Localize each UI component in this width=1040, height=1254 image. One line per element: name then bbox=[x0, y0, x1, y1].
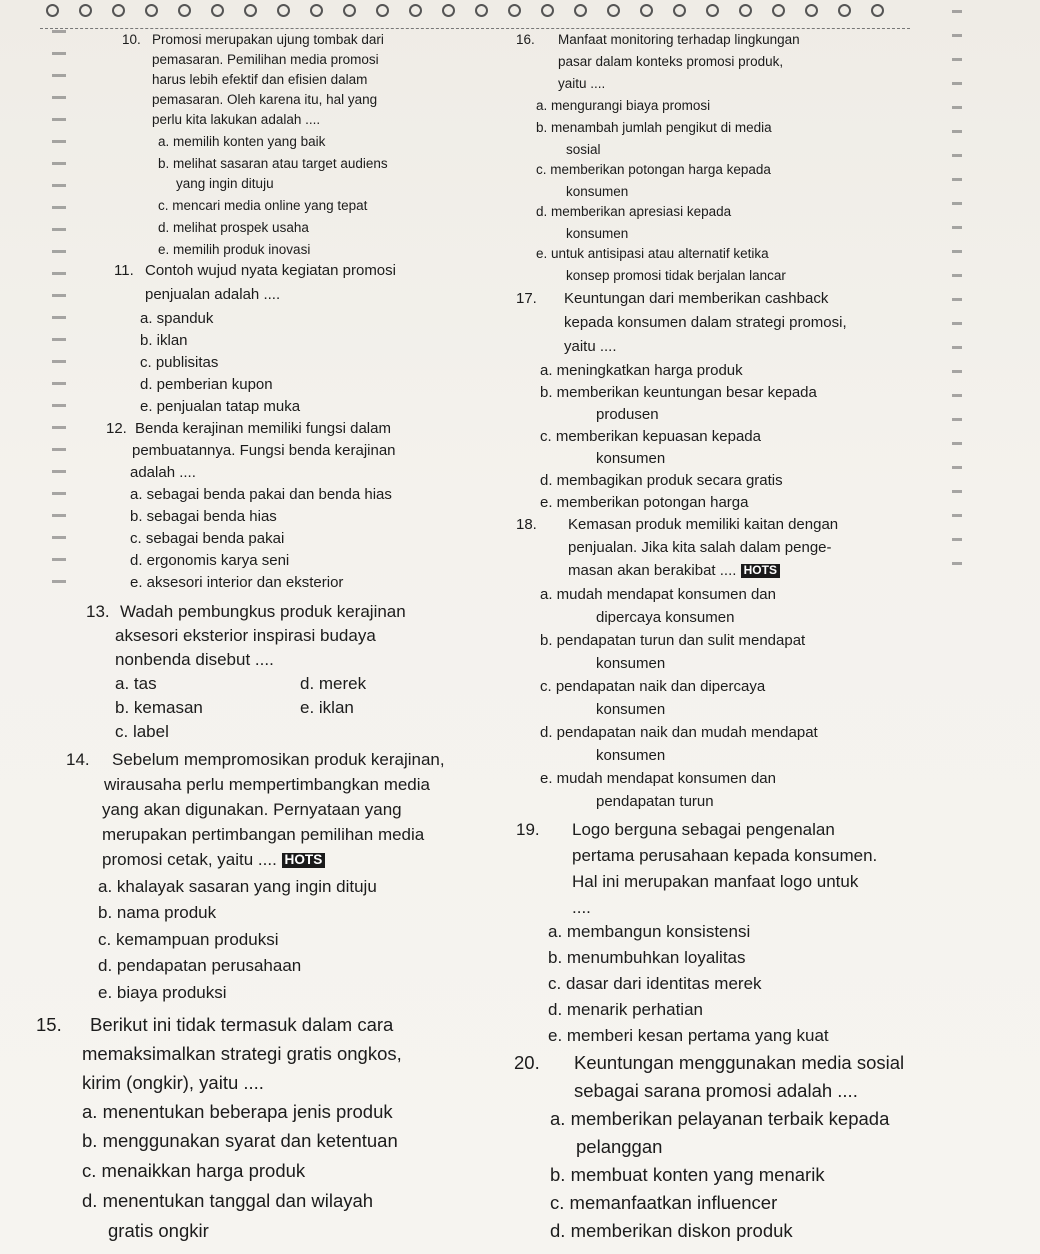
question-stem-line: Keuntungan dari memberikan cashback bbox=[564, 290, 829, 307]
question-stem-line: Sebelum mempromosikan produk kerajinan, bbox=[112, 750, 445, 769]
answer-option[interactable]: a. menentukan beberapa jenis produk bbox=[82, 1101, 393, 1122]
question-stem-line: nonbenda disebut .... bbox=[115, 650, 274, 669]
question-stem-text: masan akan berakibat .... bbox=[568, 562, 737, 579]
answer-option[interactable]: e. mudah mendapat konsumen dan bbox=[540, 770, 776, 787]
answer-option[interactable]: b. membuat konten yang menarik bbox=[550, 1164, 825, 1185]
answer-option[interactable]: b. menumbuhkan loyalitas bbox=[548, 948, 746, 967]
answer-option[interactable]: a. memberikan pelayanan terbaik kepada bbox=[550, 1108, 890, 1129]
question-stem-line: adalah .... bbox=[130, 464, 196, 481]
question-stem-line: Wadah pembungkus produk kerajinan bbox=[120, 602, 406, 621]
answer-option[interactable]: d. membagikan produk secara gratis bbox=[540, 472, 783, 489]
spiral-ring bbox=[475, 4, 488, 17]
question-number: 16. bbox=[516, 32, 535, 47]
spiral-binding bbox=[40, 0, 910, 29]
question-stem-line: yaitu .... bbox=[558, 76, 606, 91]
question-stem-line: pertama perusahaan kepada konsumen. bbox=[572, 846, 878, 865]
hots-badge: HOTS bbox=[282, 853, 326, 868]
answer-option[interactable]: a. meningkatkan harga produk bbox=[540, 362, 743, 379]
spiral-ring bbox=[508, 4, 521, 17]
question-stem-line: Keuntungan menggunakan media sosial bbox=[574, 1052, 905, 1073]
answer-option[interactable]: c. mencari media online yang tepat bbox=[158, 198, 368, 213]
question-stem-line: penjualan adalah .... bbox=[145, 286, 281, 303]
spiral-ring bbox=[541, 4, 554, 17]
question-number: 15. bbox=[36, 1014, 62, 1035]
question-stem-line: penjualan. Jika kita salah dalam penge- bbox=[568, 539, 832, 556]
spiral-ring bbox=[607, 4, 620, 17]
answer-option[interactable]: e. memberikan potongan harga bbox=[540, 494, 749, 511]
right-binding-holes bbox=[952, 10, 962, 580]
answer-option[interactable]: c. label bbox=[115, 722, 169, 741]
question-stem-line: Contoh wujud nyata kegiatan promosi bbox=[145, 262, 396, 279]
question-number: 18. bbox=[516, 516, 537, 533]
answer-option[interactable]: d. ergonomis karya seni bbox=[130, 552, 290, 569]
answer-option[interactable]: a. sebagai benda pakai dan benda hias bbox=[130, 486, 392, 503]
answer-option[interactable]: b. menggunakan syarat dan ketentuan bbox=[82, 1130, 398, 1151]
question-stem-line: Promosi merupakan ujung tombak dari bbox=[152, 32, 384, 47]
answer-option[interactable]: e. memilih produk inovasi bbox=[158, 242, 311, 257]
answer-option[interactable]: e. biaya produksi bbox=[98, 983, 227, 1002]
spiral-ring bbox=[574, 4, 587, 17]
answer-option[interactable]: e. aksesori interior dan eksterior bbox=[130, 574, 344, 591]
answer-option-continuation: pendapatan turun bbox=[596, 793, 714, 810]
question-stem-line bbox=[568, 562, 780, 579]
spiral-ring bbox=[277, 4, 290, 17]
answer-option[interactable]: d. melihat prospek usaha bbox=[158, 220, 309, 235]
question-stem-line: pemasaran. Pemilihan media promosi bbox=[152, 52, 379, 67]
spiral-ring bbox=[112, 4, 125, 17]
answer-option-continuation: konsumen bbox=[596, 450, 666, 467]
answer-option[interactable]: b. menambah jumlah pengikut di media bbox=[536, 120, 772, 135]
question-stem-line: memaksimalkan strategi gratis ongkos, bbox=[82, 1043, 402, 1064]
answer-option-continuation: gratis ongkir bbox=[108, 1220, 209, 1241]
question-stem-line: Manfaat monitoring terhadap lingkungan bbox=[558, 32, 800, 47]
question-stem-line: pemasaran. Oleh karena itu, hal yang bbox=[152, 92, 378, 107]
spiral-ring bbox=[805, 4, 818, 17]
question-stem-line: .... bbox=[572, 898, 591, 917]
answer-option[interactable]: d. pendapatan perusahaan bbox=[98, 956, 302, 975]
spiral-ring bbox=[46, 4, 59, 17]
answer-option[interactable]: a. mudah mendapat konsumen dan bbox=[540, 586, 776, 603]
answer-option[interactable]: a. spanduk bbox=[140, 310, 214, 327]
question-stem-line: aksesori eksterior inspirasi budaya bbox=[115, 626, 376, 645]
answer-option[interactable]: c. menaikkan harga produk bbox=[82, 1160, 306, 1181]
question-stem-line: merupakan pertimbangan pemilihan media bbox=[102, 825, 425, 844]
spiral-ring bbox=[310, 4, 323, 17]
answer-option-continuation: konsumen bbox=[596, 655, 666, 672]
answer-option-continuation: pelanggan bbox=[576, 1136, 663, 1157]
answer-option[interactable]: e. penjualan tatap muka bbox=[140, 398, 301, 415]
answer-option[interactable]: c. sebagai benda pakai bbox=[130, 530, 285, 547]
answer-option[interactable]: c. memberikan kepuasan kepada bbox=[540, 428, 761, 445]
answer-option[interactable]: c. publisitas bbox=[140, 354, 219, 371]
question-number: 20. bbox=[514, 1052, 540, 1073]
answer-option[interactable]: c. dasar dari identitas merek bbox=[548, 974, 762, 993]
spiral-ring bbox=[442, 4, 455, 17]
question-stem-line: kirim (ongkir), yaitu .... bbox=[82, 1072, 264, 1093]
answer-option-continuation: konsep promosi tidak berjalan lancar bbox=[566, 268, 786, 283]
answer-option-continuation: produsen bbox=[596, 406, 659, 423]
question-number: 13. bbox=[86, 602, 110, 621]
question-stem-line: Logo berguna sebagai pengenalan bbox=[572, 820, 835, 839]
answer-option[interactable]: a. mengurangi biaya promosi bbox=[536, 98, 711, 113]
answer-option[interactable]: d. merek bbox=[300, 674, 367, 693]
spiral-ring bbox=[376, 4, 389, 17]
spiral-ring bbox=[673, 4, 686, 17]
answer-option[interactable]: d. menentukan tanggal dan wilayah bbox=[82, 1190, 374, 1211]
answer-option[interactable]: e. memberi kesan pertama yang kuat bbox=[548, 1026, 829, 1045]
answer-option[interactable]: d. pendapatan naik dan mudah mendapat bbox=[540, 724, 818, 741]
answer-option[interactable]: b. iklan bbox=[140, 332, 188, 349]
answer-option[interactable]: a. membangun konsistensi bbox=[548, 922, 751, 941]
answer-option[interactable]: b. sebagai benda hias bbox=[130, 508, 277, 525]
question-stem-line: perlu kita lakukan adalah .... bbox=[152, 112, 321, 127]
question-number: 12. bbox=[106, 420, 127, 437]
answer-option-continuation: yang ingin dituju bbox=[176, 176, 274, 191]
question-number: 17. bbox=[516, 290, 537, 307]
answer-option[interactable]: d. memberikan apresiasi kepada bbox=[536, 204, 732, 219]
answer-option[interactable]: b. melihat sasaran atau target audiens bbox=[158, 156, 388, 171]
answer-option[interactable]: c. kemampuan produksi bbox=[98, 930, 279, 949]
question-stem-line bbox=[102, 850, 325, 870]
question-number: 14. bbox=[66, 750, 90, 769]
hots-badge: HOTS bbox=[741, 564, 780, 577]
answer-option-continuation: konsumen bbox=[566, 184, 629, 199]
answer-option[interactable]: c. memberikan potongan harga kepada bbox=[536, 162, 771, 177]
answer-option[interactable]: a. tas bbox=[115, 674, 157, 693]
answer-option-continuation: konsumen bbox=[596, 747, 666, 764]
question-stem-line: wirausaha perlu mempertimbangkan media bbox=[104, 775, 430, 794]
answer-option[interactable]: e. iklan bbox=[300, 698, 354, 717]
spiral-ring bbox=[343, 4, 356, 17]
answer-option[interactable]: b. kemasan bbox=[115, 698, 203, 717]
question-stem-line: Kemasan produk memiliki kaitan dengan bbox=[568, 516, 839, 533]
spiral-ring bbox=[211, 4, 224, 17]
spiral-ring bbox=[838, 4, 851, 17]
answer-option-continuation: sosial bbox=[566, 142, 601, 157]
answer-option[interactable]: d. pemberian kupon bbox=[140, 376, 273, 393]
spiral-ring bbox=[409, 4, 422, 17]
answer-option[interactable]: c. pendapatan naik dan dipercaya bbox=[540, 678, 766, 695]
question-stem-line: pembuatannya. Fungsi benda kerajinan bbox=[132, 442, 396, 459]
spiral-ring bbox=[772, 4, 785, 17]
answer-option[interactable]: a. khalayak sasaran yang ingin dituju bbox=[98, 877, 377, 896]
question-stem-line: Berikut ini tidak termasuk dalam cara bbox=[90, 1014, 394, 1035]
question-stem-text: promosi cetak, yaitu .... bbox=[102, 850, 277, 869]
question-stem-line: Benda kerajinan memiliki fungsi dalam bbox=[135, 420, 391, 437]
question-number: 19. bbox=[516, 820, 540, 839]
answer-option[interactable]: b. memberikan keuntungan besar kepada bbox=[540, 384, 817, 401]
spiral-ring bbox=[640, 4, 653, 17]
answer-option[interactable]: b. nama produk bbox=[98, 903, 217, 922]
spiral-ring bbox=[145, 4, 158, 17]
spiral-ring bbox=[739, 4, 752, 17]
question-stem-line: kepada konsumen dalam strategi promosi, bbox=[564, 314, 847, 331]
answer-option[interactable]: a. memilih konten yang baik bbox=[158, 134, 326, 149]
answer-option-continuation: konsumen bbox=[596, 701, 666, 718]
answer-option[interactable]: d. menarik perhatian bbox=[548, 1000, 703, 1019]
question-stem-line: harus lebih efektif dan efisien dalam bbox=[152, 72, 368, 87]
spiral-ring bbox=[244, 4, 257, 17]
question-stem-line: yaitu .... bbox=[564, 338, 617, 355]
question-stem-line: yang akan digunakan. Pernyataan yang bbox=[102, 800, 402, 819]
answer-option-continuation: dipercaya konsumen bbox=[596, 609, 735, 626]
spiral-ring bbox=[706, 4, 719, 17]
question-stem-line: pasar dalam konteks promosi produk, bbox=[558, 54, 784, 69]
answer-option[interactable]: c. memanfaatkan influencer bbox=[550, 1192, 778, 1213]
question-number: 11. bbox=[114, 262, 134, 279]
answer-option[interactable]: e. untuk antisipasi atau alternatif ketika bbox=[536, 246, 769, 261]
answer-option[interactable]: d. memberikan diskon produk bbox=[550, 1220, 793, 1241]
question-stem-line: sebagai sarana promosi adalah .... bbox=[574, 1080, 858, 1101]
spiral-ring bbox=[178, 4, 191, 17]
answer-option-continuation: konsumen bbox=[566, 226, 629, 241]
question-stem-line: Hal ini merupakan manfaat logo untuk bbox=[572, 872, 859, 891]
answer-option[interactable]: b. pendapatan turun dan sulit mendapat bbox=[540, 632, 806, 649]
spiral-ring bbox=[79, 4, 92, 17]
question-number: 10. bbox=[122, 32, 141, 47]
spiral-ring bbox=[871, 4, 884, 17]
left-binding-holes bbox=[52, 30, 66, 590]
